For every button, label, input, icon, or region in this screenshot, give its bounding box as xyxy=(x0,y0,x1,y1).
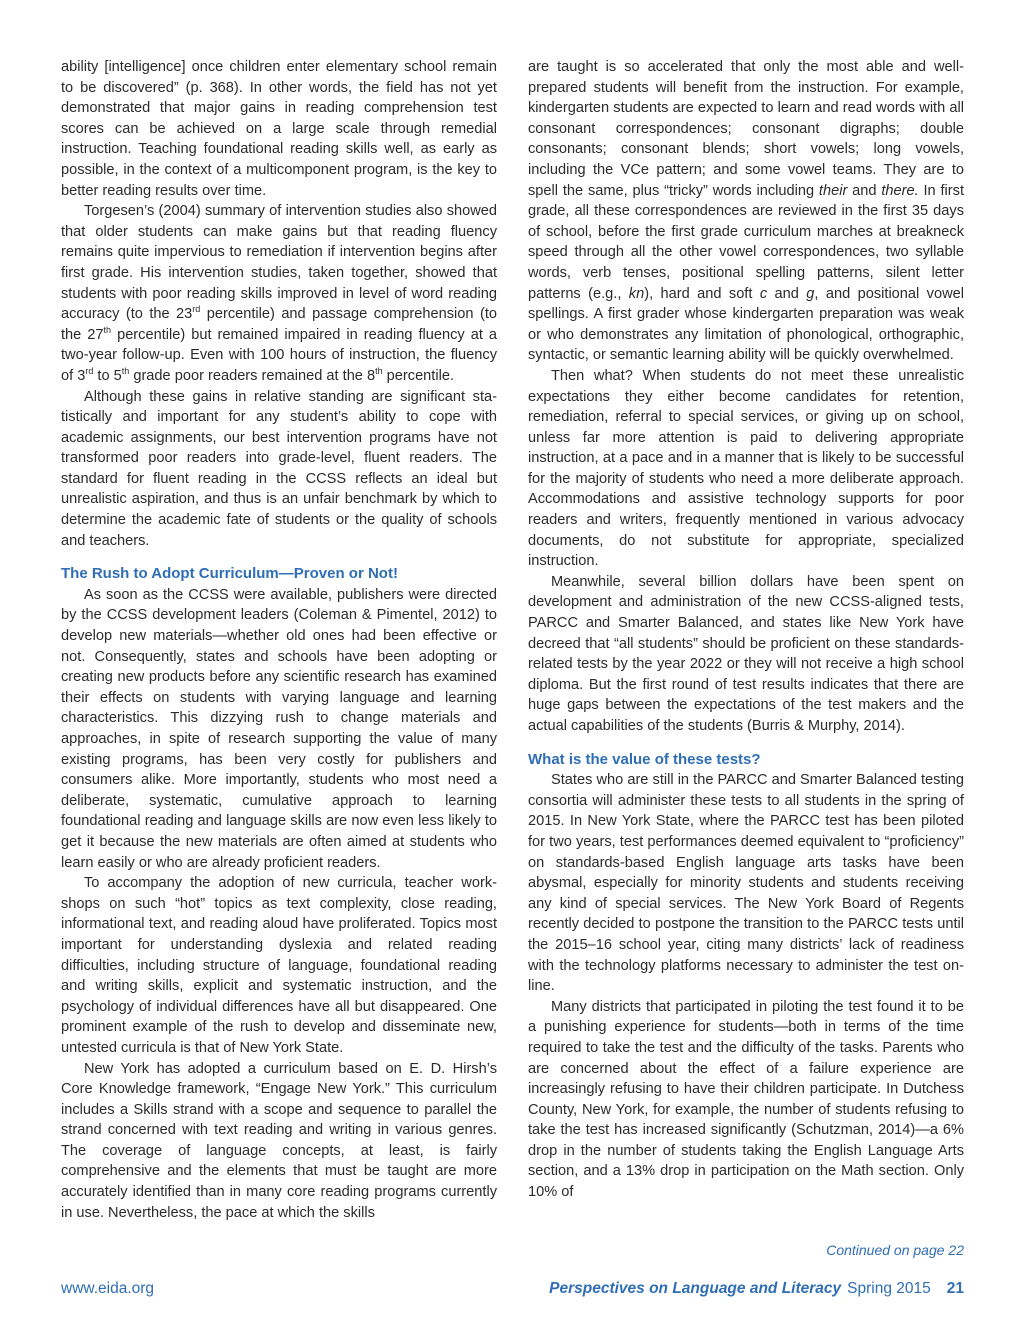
paragraph: Although these gains in relative standing are significant statistically and important for any student’s ability to cope with academic assignments, our best intervention programs have not transformed poor readers into grade-level, fluent readers. The standard for fluent reading in the CCSS reflects an ideal but unrealistic aspiration, and thus is an unfair benchmark by which to determine the academic fate of students or the quality of schools and teachers. xyxy=(61,388,497,549)
paragraph: To accompany the adoption of new curricula, teacher workshops on such “hot” topics as text complexity, close reading, informational text, and reading aloud have proliferated. Topics most important for understanding dyslexia and related reading difficulties, including structure of language, foundational reading and writing skills, explicit and systematic instruction, and the psychology of individual differences have all but disappeared. One prominent example of the rush to develop and disseminate new, untested curricula is that of New York State. xyxy=(61,875,497,1056)
section-heading: The Rush to Adopt Curriculum—Proven or Not! xyxy=(61,565,398,583)
footer xyxy=(61,1280,964,1302)
paragraph: Many districts that participated in piloting the test found it to be a punishing experience for students—both in terms of the time required to take the test and the difficulty of the tasks. Parents who are concerned about the effect of a failure experience are increasingly refusing to have their children participate. In Dutchess County, New York, for example, the number of students refusing to take the test has increased significantly (Schutzman, 2014)—a 6% drop in the number of students taking the English Language Arts section, and a 13% drop in participation on the Math section. Only 10% of xyxy=(528,998,964,1201)
footer-right xyxy=(549,1280,964,1298)
paragraph: Torgesen’s (2004) summary of intervention studies also showed that older students can make gains but that reading fluency remains quite impervious to remediation if intervention begins after first grade. His intervention studies, taken together, showed that students with poor reading skills improved in level of word reading accuracy (to the 23rd percentile) and passage comprehension (to the 27th percentile) but remained impaired in reading fluency at a two-year follow-up. Even with 100 hours of instruction, the fluency of 3rd to 5th grade poor readers remained at the 8th percentile. xyxy=(61,203,498,384)
section-heading: What is the value of these tests? xyxy=(528,750,761,768)
paragraph: States who are still in the PARCC and Smarter Balanced testing consortia will administer these tests to all students in the spring of 2015. In New York State, where the PARCC test has been piloted for two years, test performances deemed equivalent to “proficiency” on standards-based English language arts tasks have been abysmal, especially for minority students and students receiving any kind of special services. The New York Board of Regents recently decided to postpone the transition to the PARCC tests until the 2015–16 school year, citing many districts’ lack of readiness with the technology platforms necessary to administer the test on-line. xyxy=(528,772,964,995)
continued-link[interactable]: Continued on page 22 xyxy=(826,1242,964,1258)
paragraph: Meanwhile, several billion dollars have been spent on development and administration of the new CCSS-aligned tests, PARCC and Smarter Balanced, and states like New York have decreed that “all students” should be proficient on these standards-related tests by the year 2022 or they will not receive a high school diploma. But the first round of test results indicates that there are huge gaps between the expectations of the test makers and the actual capabilities of the students (Burris & Murphy, 2014). xyxy=(528,573,964,734)
issue-label: Spring 2015 xyxy=(847,1280,931,1297)
paragraph: New York has adopted a curriculum based on E. D. Hirsh’s Core Knowledge framework, “Engage New York.” This curriculum includes a Skills strand with a scope and sequence to parallel the strand concerned with text reading and writing in various genres. The coverage of language concepts, at least, is fairly comprehensive and the elements that must be taught are more accurately identified than in many core reading programs currently in use. Nevertheless, the pace at which the skills xyxy=(61,1060,497,1221)
paragraph: Then what? When students do not meet these unrealistic expectations they either become candidates for retention, remediation, referral to special services, or giving up on school, unless far more attention is paid to delivering appropriate instruction, at a pace and in a manner that is likely to be successful for the majority of students who need a more deliberate approach. Accommodations and assistive technology supports for poor readers and writers, frequently mentioned in various advocacy documents, do not substitute for appropriate, specialized instruction. xyxy=(528,367,964,570)
left-column xyxy=(61,57,497,1223)
journal-title: Perspectives on Language and Literacy xyxy=(549,1280,842,1297)
paragraph: ability [intelligence] once children enter elementary school remain to be discovered” (p. 368). In other words, the field has not yet demonstrated that major gains in reading comprehension test scores can be achieved on a large scale through remedial instruction. Teaching foundational reading skills well, as early as possible, in the context of a multicomponent program, is the key to better reading results over time. xyxy=(61,59,497,199)
paragraph: As soon as the CCSS were available, publishers were directed by the CCSS development leaders (Coleman & Pimentel, 2012) to develop new materials—whether old ones had been effective or not. Consequently, states and schools have been adopting or creating new products before any scientific research has examined their effects on students with varying language and learning characteristics. This dizzying rush to change materials and approaches, in spite of research supporting the value of many existing programs, has been very costly for publishers and consumers alike. More importantly, students who most need a deliberate, systematic, cumulative approach to learning foundational reading and language skills are now even less likely to get it because the new materials are often aimed at students who learn easily or who are already proficient readers. xyxy=(61,586,497,871)
website-link[interactable]: www.eida.org xyxy=(61,1280,155,1297)
page-number: 21 xyxy=(946,1280,964,1297)
right-column xyxy=(528,57,964,1203)
paragraph: are taught is so accelerated that only the most able and well-prepared students will benefit from the instruction. For example, kindergarten students are expected to learn and read words with all consonant correspondences; consonant digraphs; double consonants; consonant blends; short vowels; long vowels, including the VCe pattern; and some vowel teams. They are to spell the same, plus “tricky” words including their and there. In first grade, all these correspondences are reviewed in the first 35 days of school, before the first grade curriculum marches at breakneck speed through all the other vowel correspondences, two syllable words, verb tenses, positional spelling patterns, silent letter patterns (e.g., kn), hard and soft c and g, and positional vowel spellings. A first grader whose kindergarten preparation was weak or who demonstrates any limitation of phonological, orthographic, syntactic, or semantic learning ability will be quickly overwhelmed. xyxy=(528,59,964,364)
